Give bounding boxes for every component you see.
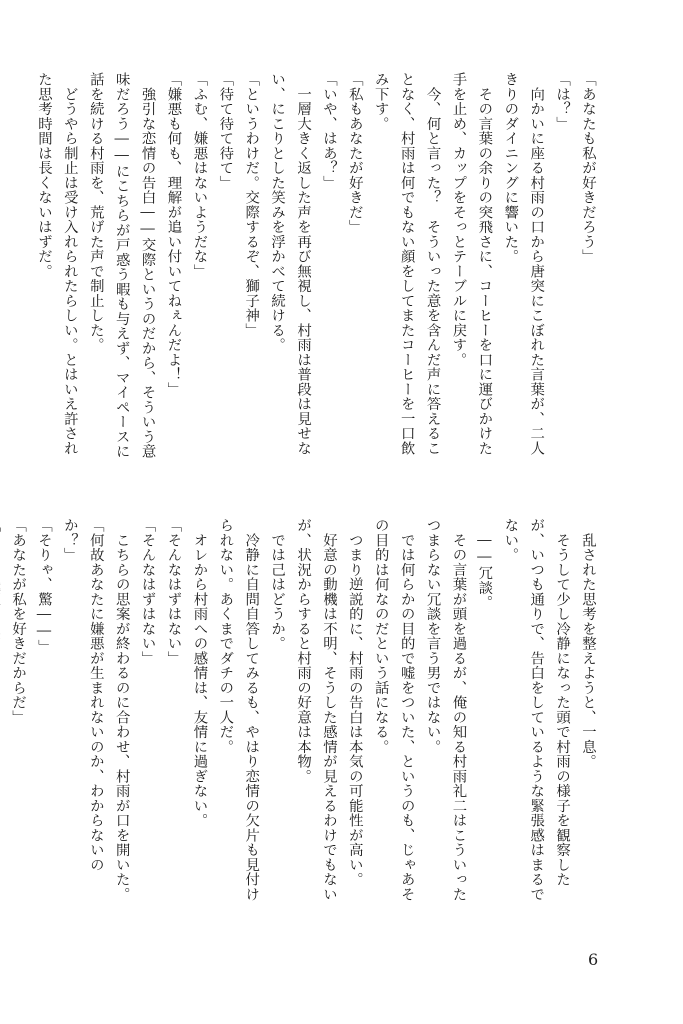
text-line: では己はどうか。 [269, 518, 286, 651]
text-line: み下す。 [372, 72, 389, 131]
text-line: 「あなたも私が好きだろう」 [580, 72, 596, 264]
text-line: 「そりゃ、驚――」 [35, 518, 52, 654]
text-line: 一層大きく返した声を再び無視し、村雨は普段は見せな [295, 72, 312, 456]
text-line: オレから村雨への感情は、友情に過ぎない。 [191, 518, 208, 828]
text-line: 手を止め、カップをそっとテーブルに戻す。 [450, 72, 467, 367]
text-line: つまり逆説的に、村雨の告白は本気の可能性が高い。 [346, 518, 363, 887]
text-line: 「私もあなたが好きだ」 [346, 72, 363, 235]
text-line: そうして少し冷静になった頭で村雨の様子を観察した [554, 518, 571, 887]
text-line: ――冗談。 [476, 518, 493, 610]
text-line: 「あなたが私を好きだからだ」 [10, 518, 27, 725]
text-line: 「というわけだ。交際するぞ、獅子神」 [243, 72, 260, 338]
text-line: その言葉の余りの突飛さに、コーヒーを口に運びかけた [476, 72, 493, 456]
text-line: 乱された思考を整えようと、一息。 [580, 518, 596, 769]
text-line: どうやら制止は受け入れられたらしい。とはいえ許され [61, 72, 78, 456]
text-line: か？」 [61, 518, 78, 563]
text-line: い、にこりとした笑みを浮かべて続ける。 [269, 72, 286, 353]
text-line: こちらの思案が終わるのに合わせ、村雨が口を開いた。 [113, 518, 130, 902]
text-line: 「いや、はあ？」 [320, 72, 337, 190]
upper-text-block [30, 72, 600, 502]
text-line: その言葉が頭を過るが、俺の知る村雨礼二はこういった [450, 518, 467, 902]
text-line: となく、村雨は何でもない顔をしてまたコーヒーを一口飲 [398, 72, 415, 456]
text-line: ない。 [502, 518, 519, 563]
text-line: 今、何と言った？ そういった意を含んだ声に答えるこ [424, 72, 441, 456]
text-line: 強引な恋情の告白――交際というのだから、そういう意 [139, 72, 156, 459]
text-line: の目的は何なのだという話になる。 [372, 518, 389, 754]
text-line: 「ふむ、嫌悪はないようだな」 [191, 72, 208, 279]
text-line: 好意の動機は不明、そうした感情が見えるわけでもない [320, 518, 337, 902]
text-line: が、状況からすると村雨の好意は本物。 [295, 518, 312, 784]
text-line: 話を続ける村雨を、荒げた声で制止した。 [87, 72, 104, 353]
text-line: 「そんなはずはない」 [165, 518, 182, 666]
text-line: きりのダイニングに響いた。 [502, 72, 519, 264]
text-line: 「は？」 [554, 72, 571, 131]
text-line: た思考時間は長くないはずだ。 [35, 72, 52, 279]
text-line: 「待て待て待て」 [217, 72, 234, 190]
text-line: が、いつも通りで、告白をしているような緊張感はまるで [528, 518, 545, 902]
text-line: 「そんなはずはない」 [139, 518, 156, 666]
lower-text-block [0, 518, 600, 928]
text-line: つまらない冗談を言う男ではない。 [424, 518, 441, 754]
page-number: 6 [588, 950, 599, 969]
text-line: られない。あくまでダチの一人だ。 [217, 518, 234, 754]
text-line: 向かいに座る村雨の口から唐突にこぼれた言葉が、二人 [528, 72, 545, 456]
text-line: では何らかの目的で嘘をついた、というのも、じゃあそ [398, 518, 415, 902]
text-line: 冷静に自問自答してみるも、やはり恋情の欠片も見付け [243, 518, 260, 902]
text-line: 「何故あなたに嫌悪が生まれないのか、わからないの [87, 518, 104, 872]
text-line: 味だろう――にこちらが戸惑う暇も与えず、マイペースに [113, 72, 130, 459]
text-line: 「嫌悪も何も、理解が追い付いてねぇんだよ！」 [165, 72, 182, 397]
